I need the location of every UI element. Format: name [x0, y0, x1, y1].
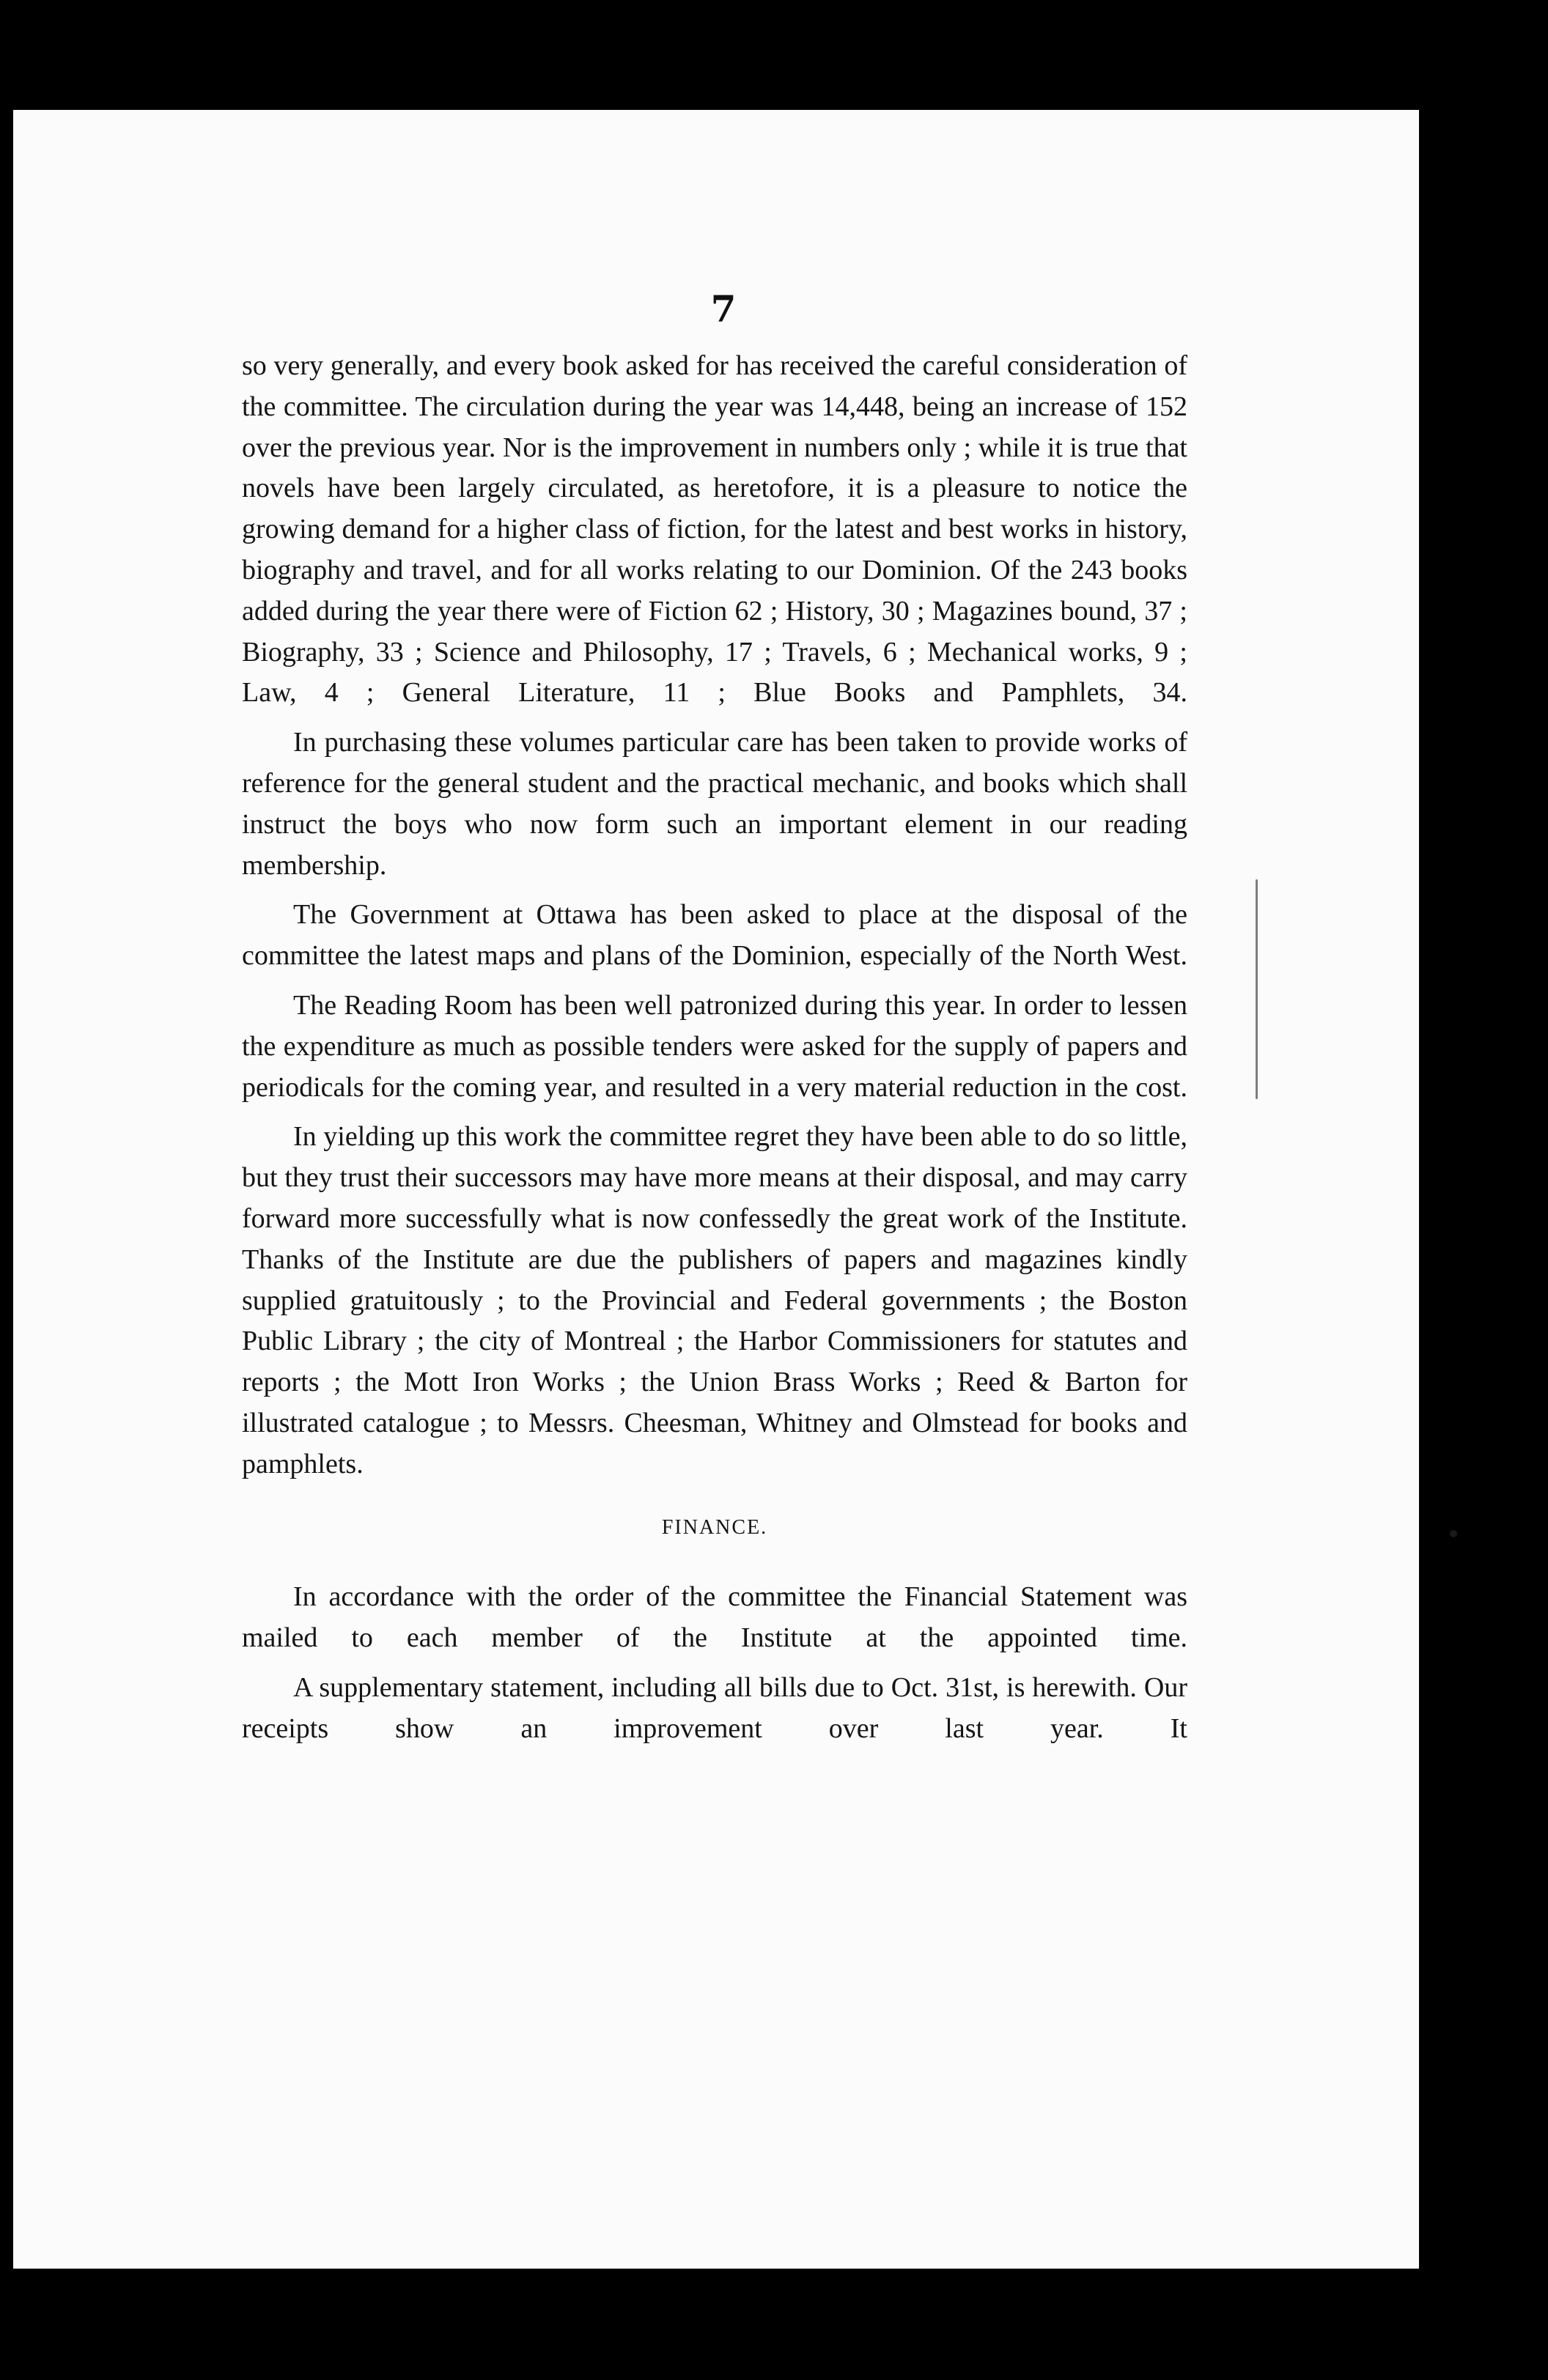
body-text — [242, 346, 1187, 1759]
paragraph-supplementary-statement: A supplementary statement, including all bills due to Oct. 31st, is herewith. Our receipts show an improvement over last year. It — [242, 1671, 1187, 1744]
paragraph-purchasing-volumes: In purchasing these volumes particular care has been taken to provide works of reference for the general student and the practical mechanic, and books which shall instruct the boys who now form such an important element in our reading membership. — [242, 727, 1187, 881]
scan-speck — [1450, 1530, 1457, 1537]
scan-artifact-line — [1256, 879, 1258, 1099]
paragraph-thanks: In yielding up this work the committee regret they have been able to do so little, but they trust their successors may have more means at their disposal, and may carry forward more successfully what is now confessedly the great work of the Institute. Thanks of the Institute are due the publishers of papers and magazines kindly supplied gratuitously ; to the Provincial and Federal governments ; the Boston Public Library ; the city of Montreal ; the Harbor Commissioners for statutes and reports ; the Mott Iron Works ; the Union Brass Works ; Reed & Barton for illustrated catalogue ; to Messrs. Cheesman, Whitney and Olmstead for books and pamphlets. — [242, 1121, 1187, 1479]
paragraph-reading-room: The Reading Room has been well patronized during this year. In order to lessen the expenditure as much as possible tenders were asked for the supply of papers and periodicals for the coming year, and resulted in a very material reduction in the cost. — [242, 989, 1187, 1103]
paragraph-financial-statement: In accordance with the order of the committee the Financial Statement was mailed to each member of the Institute at the appointed time. — [242, 1581, 1187, 1654]
paragraph-government-maps: The Government at Ottawa has been asked to place at the disposal of the committee the latest maps and plans of the Dominion, especially of the North West. — [242, 899, 1187, 972]
book-page — [13, 110, 1419, 2269]
page-number: 7 — [710, 287, 737, 330]
section-heading-finance: FINANCE. — [661, 1515, 768, 1539]
paragraph-library-circulation: so very generally, and every book asked for has received the careful consideration of the committee. The circulation during the year was 14,448, being an increase of 152 over the previous year. Nor is the improvement in numbers only ; while it is true that novels have been largely circulated, as heretofore, it is a pleasure to notice the growing demand for a higher class of fiction, for the latest and best works in history, biography and travel, and for all works relating to our Dominion. Of the 243 books added during the year there were of Fiction 62 ; History, 30 ; Magazines bound, 37 ; Biography, 33 ; Science and Philosophy, 17 ; Travels, 6 ; Mechanical works, 9 ; Law, 4 ; General Literature, 11 ; Blue Books and Pamphlets, 34. — [242, 350, 1187, 709]
